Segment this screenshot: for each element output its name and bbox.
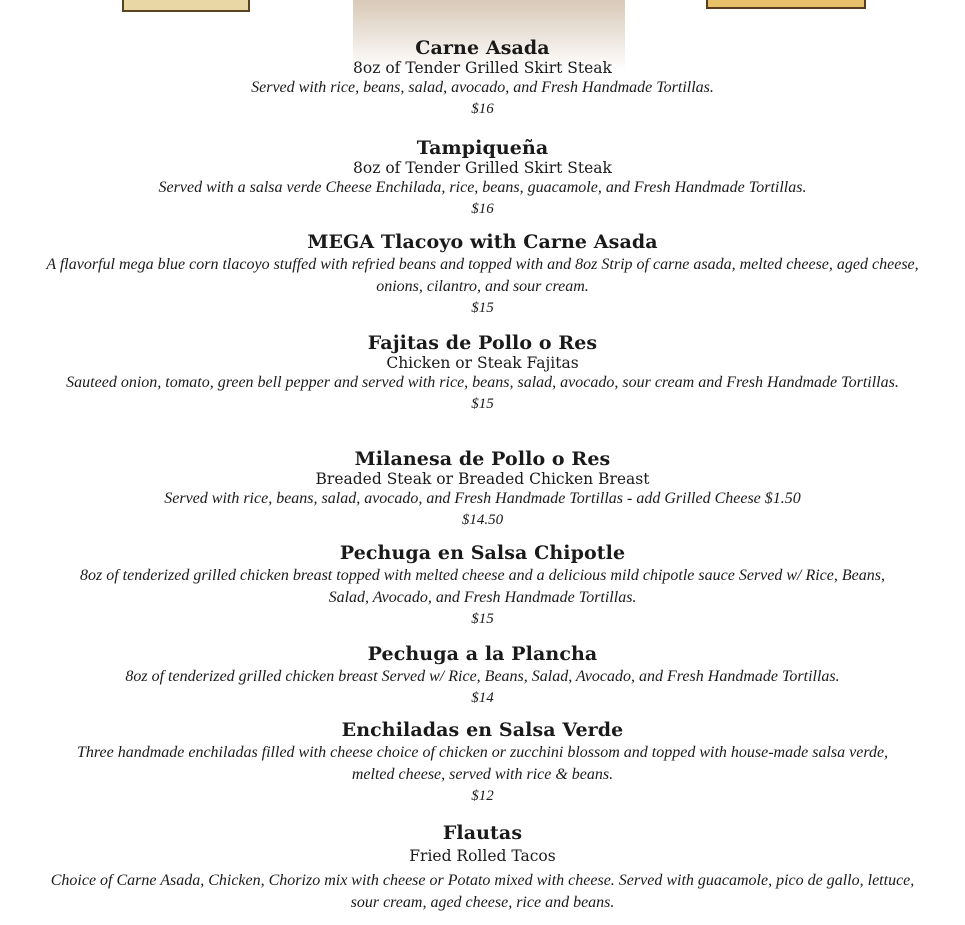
menu-item-carne-asada bbox=[0, 36, 965, 119]
item-price: $15 bbox=[471, 300, 494, 316]
item-name: Flautas bbox=[442, 822, 523, 844]
item-description: A flavorful mega blue corn tlacoyo stuffed with refried beans and topped with and 8oz Strip of carne asada, melted cheese, aged cheese, onions, cilantro, and sour cream. bbox=[46, 256, 919, 295]
item-subtitle: Fried Rolled Tacos bbox=[409, 847, 556, 865]
item-description: 8oz of tenderized grilled chicken breast topped with melted cheese and a delicious mild chipotle sauce Served w/ Rice, Beans, Salad, Avocado, and Fresh Handmade Tortillas. bbox=[80, 567, 885, 606]
menu-item-pechuga-plancha bbox=[0, 642, 965, 708]
item-subtitle: Chicken or Steak Fajitas bbox=[386, 354, 579, 372]
item-description: Three handmade enchiladas filled with cheese choice of chicken or zucchini blossom and topped with house-made salsa verde, melted cheese, served with rice & beans. bbox=[76, 744, 889, 783]
item-name: Carne Asada bbox=[415, 37, 550, 59]
menu-item-tampiquena bbox=[0, 136, 965, 219]
item-price: $16 bbox=[471, 201, 494, 217]
item-description: Served with a salsa verde Cheese Enchilada, rice, beans, guacamole, and Fresh Handmade Tortillas. bbox=[158, 179, 807, 196]
item-price: $14 bbox=[471, 690, 494, 706]
item-name: Enchiladas en Salsa Verde bbox=[341, 719, 624, 741]
item-name: MEGA Tlacoyo with Carne Asada bbox=[307, 231, 658, 253]
item-description: Served with rice, beans, salad, avocado, and Fresh Handmade Tortillas - add Grilled Cheese $1.50 bbox=[164, 490, 801, 507]
item-name: Tampiqueña bbox=[416, 137, 549, 159]
decorative-image-right bbox=[706, 0, 866, 9]
item-price: $15 bbox=[471, 611, 494, 627]
menu-item-flautas bbox=[0, 821, 965, 914]
menu-item-enchiladas-verde bbox=[0, 718, 965, 806]
item-name: Pechuga a la Plancha bbox=[367, 643, 598, 665]
menu-item-pechuga-chipotle bbox=[0, 541, 965, 629]
decorative-image-left bbox=[122, 0, 250, 12]
item-name: Milanesa de Pollo o Res bbox=[354, 448, 611, 470]
item-price: $12 bbox=[471, 788, 494, 804]
menu-item-fajitas bbox=[0, 331, 965, 414]
item-name: Pechuga en Salsa Chipotle bbox=[339, 542, 626, 564]
item-subtitle: 8oz of Tender Grilled Skirt Steak bbox=[353, 59, 612, 77]
item-price: $14.50 bbox=[461, 512, 504, 528]
item-subtitle: Breaded Steak or Breaded Chicken Breast bbox=[315, 470, 650, 488]
item-subtitle: 8oz of Tender Grilled Skirt Steak bbox=[353, 159, 612, 177]
item-description: Sauteed onion, tomato, green bell pepper and served with rice, beans, salad, avocado, sour cream and Fresh Handmade Tortillas. bbox=[66, 374, 899, 391]
item-name: Fajitas de Pollo o Res bbox=[367, 332, 598, 354]
item-description: Served with rice, beans, salad, avocado, and Fresh Handmade Tortillas. bbox=[251, 79, 714, 96]
menu-item-milanesa bbox=[0, 447, 965, 530]
item-price: $16 bbox=[471, 101, 494, 117]
menu-item-mega-tlacoyo bbox=[0, 230, 965, 318]
item-price: $15 bbox=[471, 396, 494, 412]
item-description: Choice of Carne Asada, Chicken, Chorizo mix with cheese or Potato mixed with cheese. Served with guacamole, pico de gallo, lettuce, sour cream, aged cheese, rice and beans. bbox=[50, 872, 915, 911]
item-description: 8oz of tenderized grilled chicken breast Served w/ Rice, Beans, Salad, Avocado, and Fresh Handmade Tortillas. bbox=[125, 668, 840, 685]
